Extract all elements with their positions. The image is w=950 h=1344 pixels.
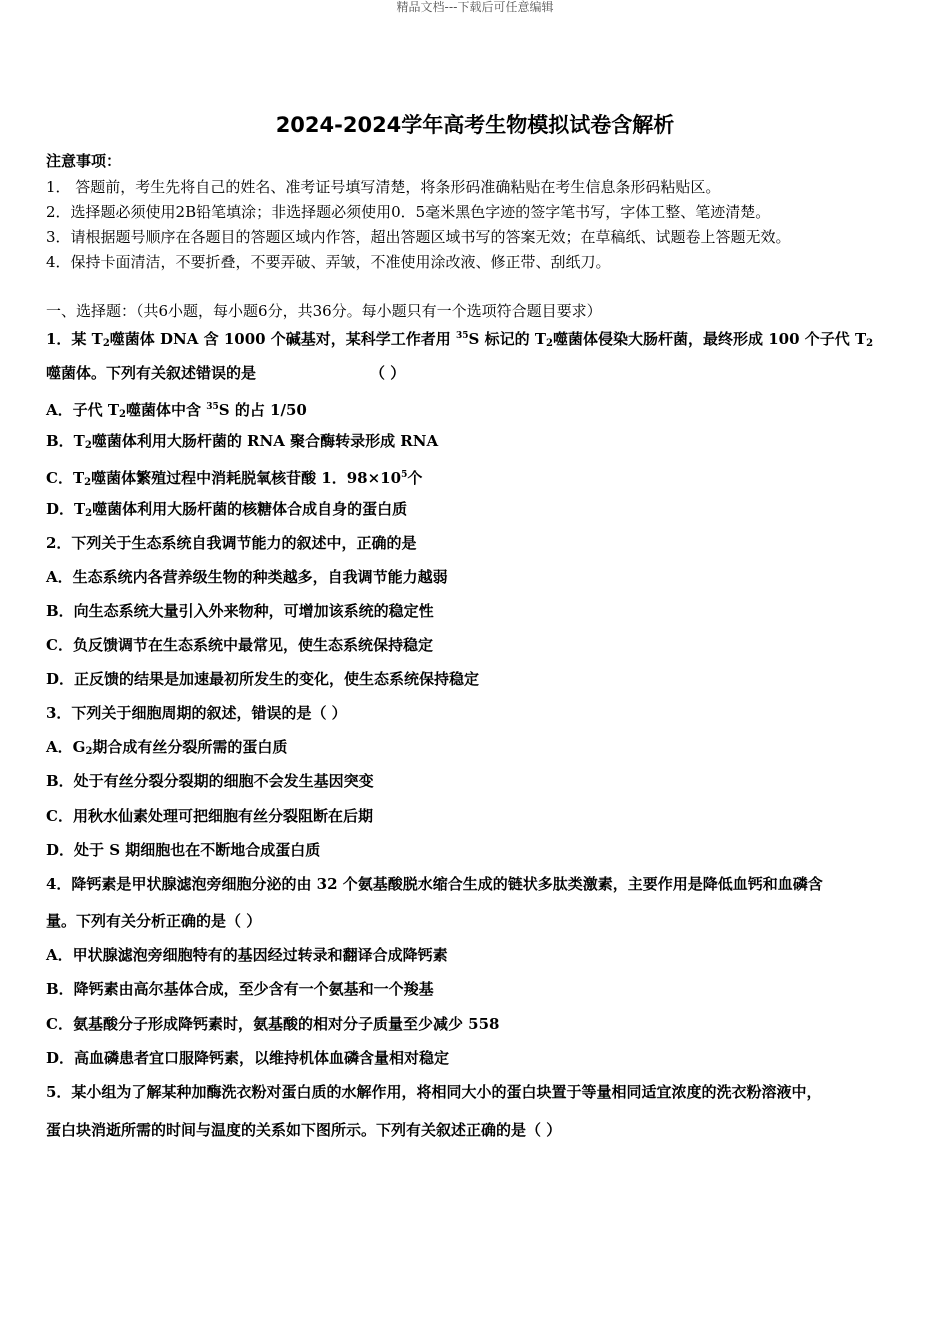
question-3-option-b: B．处于有丝分裂分裂期的细胞不会发生基因突变 [46,772,374,790]
notice-item: 1． 答题前，考生先将自己的姓名、准考证号填写清楚，将条形码准确粘贴在考生信息条形码粘贴区。 [46,178,721,196]
notice-item: 3．请根据题号顺序在各题目的答题区域内作答，超出答题区域书写的答案无效；在草稿纸、试题卷上答题无效。 [46,228,791,246]
question-4-option-c: C．氨基酸分子形成降钙素时，氨基酸的相对分子质量至少减少 558 [46,1015,500,1033]
page-title: 2024-2024学年高考生物模拟试卷含解析 [275,113,675,137]
question-1-option-b: B．$T_2$噬菌体利用大肠杆菌的 RNA 聚合酶转录形成 RNA [46,432,439,451]
question-4-stem: 4．降钙素是甲状腺滤泡旁细胞分泌的由 32 个氨基酸脱水缩合生成的链状多肽类激素，主要作用是降低血钙和血磷含 [46,875,823,893]
question-3-option-d: D．处于 S 期细胞也在不断地合成蛋白质 [46,841,321,859]
notice-item: 4．保持卡面清洁，不要折叠，不要弄破、弄皱，不准使用涂改液、修正带、刮纸刀。 [46,253,611,271]
answer-parenthesis: （ ） [370,364,406,382]
question-1-option-d: D．$T_2$噬菌体利用大肠杆菌的核糖体合成自身的蛋白质 [46,500,408,519]
question-3-option-a: A．$G_2$期合成有丝分裂所需的蛋白质 [46,738,288,757]
notice-heading: 注意事项： [46,152,122,170]
question-2-stem: 2．下列关于生态系统自我调节能力的叙述中，正确的是 [46,534,417,552]
question-4-option-a: A．甲状腺滤泡旁细胞特有的基因经过转录和翻译合成降钙素 [46,946,448,964]
question-2-option-a: A．生态系统内各营养级生物的种类越多，自我调节能力越弱 [46,568,448,586]
question-1-option-c: C．$T_2$噬菌体繁殖过程中消耗脱氧核苷酸 1．$98\times 10^5$个 [46,469,423,488]
question-3-option-c: C．用秋水仙素处理可把细胞有丝分裂阻断在后期 [46,807,373,825]
question-1-stem-cont: 噬菌体。下列有关叙述错误的是 （ ） [46,364,406,382]
question-2-option-b: B．向生态系统大量引入外来物种，可增加该系统的稳定性 [46,602,434,620]
header-note: 精品文档---下载后可任意编辑 [396,0,554,14]
question-4-option-b: B．降钙素由高尔基体合成，至少含有一个氨基和一个羧基 [46,980,434,998]
section-heading: 一、选择题：（共6小题，每小题6分，共36分。每小题只有一个选项符合题目要求） [46,302,602,320]
question-5-stem-cont: 蛋白块消逝所需的时间与温度的关系如下图所示。下列有关叙述正确的是（ ） [46,1121,562,1139]
question-1-option-a: A．子代 $T_2$噬菌体中含 $^{35}$S 的占 1/50 [46,401,307,420]
question-4-stem-cont: 量。下列有关分析正确的是（ ） [46,912,262,930]
notice-item: 2．选择题必须使用2B铅笔填涂；非选择题必须使用0．5毫米黑色字迹的签字笔书写，字体工整、笔迹清楚。 [46,203,771,221]
question-3-stem: 3．下列关于细胞周期的叙述，错误的是（ ） [46,704,347,722]
question-2-option-d: D．正反馈的结果是加速最初所发生的变化，使生态系统保持稳定 [46,670,480,688]
question-1-stem: 1．某 $T_2$噬菌体 DNA 含 1000 个碱基对，某科学工作者用 $^{35}$S 标记的 $T_2$噬菌体侵染大肠杆菌，最终形成 100 个子代 $T_2$ [46,330,874,349]
question-2-option-c: C．负反馈调节在生态系统中最常见，使生态系统保持稳定 [46,636,433,654]
question-4-option-d: D．高血磷患者宜口服降钙素，以维持机体血磷含量相对稳定 [46,1049,450,1067]
question-5-stem: 5．某小组为了解某种加酶洗衣粉对蛋白质的水解作用，将相同大小的蛋白块置于等量相同适宜浓度的洗衣粉溶液中， [46,1083,822,1101]
